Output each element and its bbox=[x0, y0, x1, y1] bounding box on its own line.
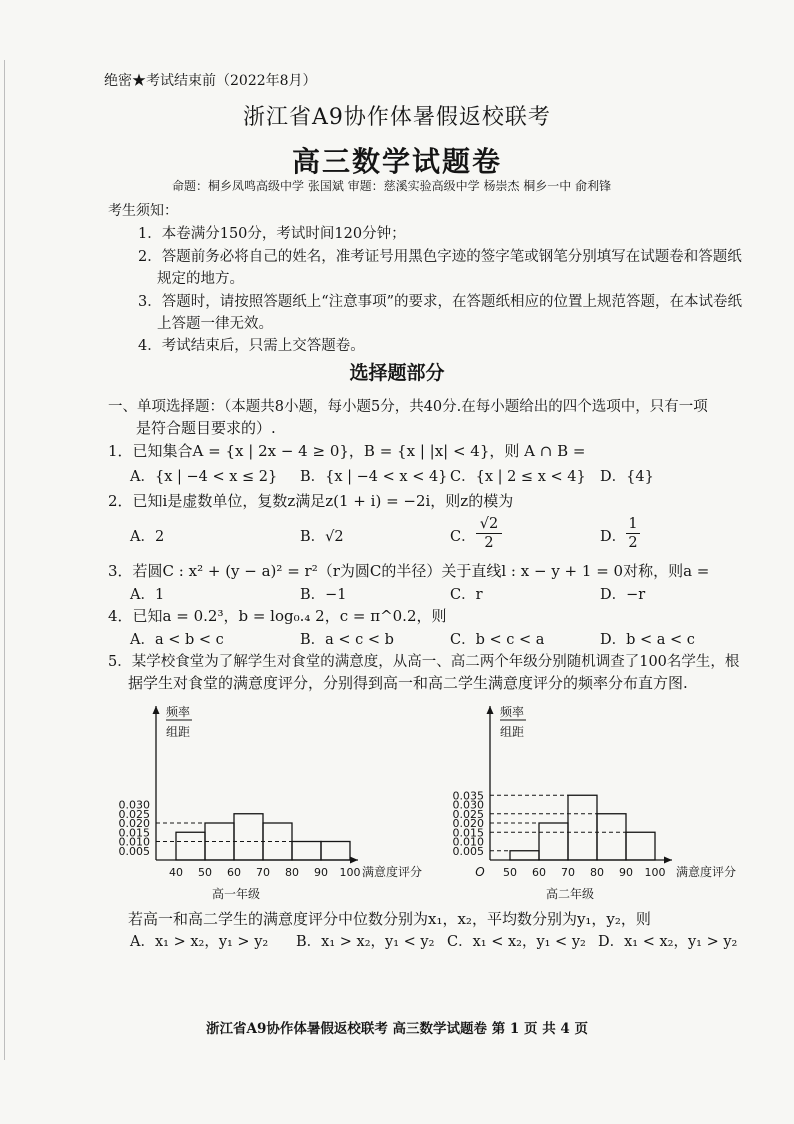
x-tick-label: 80 bbox=[285, 866, 299, 879]
fraction-numerator: 1 bbox=[626, 515, 640, 534]
question-1-stem: 1．已知集合A = {x | 2x − 4 ≥ 0}，B = {x | |x| < 4}，则 A ∩ B = bbox=[108, 442, 586, 460]
y-axis-label-bottom: 组距 bbox=[500, 725, 525, 739]
histogram-bar bbox=[321, 842, 350, 861]
fraction-denominator: 2 bbox=[628, 535, 638, 551]
question-5-stem: 5．某学校食堂为了解学生对食堂的满意度，从高一、高二两个年级分别随机调查了100名学生，根 bbox=[108, 654, 740, 670]
question-3-option-c: C．r bbox=[450, 587, 483, 603]
fraction-denominator: 2 bbox=[484, 535, 494, 551]
question-5-followup: 若高一和高二学生的满意度评分中位数分别为x₁，x₂，平均数分别为y₁，y₂，则 bbox=[128, 910, 651, 928]
histogram-bar bbox=[292, 842, 321, 861]
y-tick-label: 0.010 bbox=[452, 835, 484, 849]
y-tick-label: 0.005 bbox=[452, 844, 484, 858]
question-3-stem: 3．若圆C : x² + (y − a)² = r²（r为圆C的半径）关于直线l : x − y + 1 = 0对称，则a = bbox=[108, 562, 710, 580]
question-1-option-c: C．{x | 2 ≤ x < 4} bbox=[450, 469, 586, 485]
question-5-stem-cont: 据学生对食堂的满意度评分，分别得到高一和高二学生满意度评分的频率分布直方图. bbox=[128, 674, 688, 692]
y-tick-label: 0.020 bbox=[452, 817, 484, 830]
chart-title: 高一年级 bbox=[211, 887, 261, 901]
y-tick-label: 0.030 bbox=[452, 798, 484, 812]
origin-label: O bbox=[475, 865, 485, 879]
question-2-option-c-fraction bbox=[476, 515, 502, 552]
question-5-option-d: D．x₁ < x₂，y₁ > y₂ bbox=[598, 934, 738, 950]
histogram-bar bbox=[539, 823, 568, 860]
fraction-numerator: √2 bbox=[476, 515, 502, 534]
question-3-option-a: A．1 bbox=[130, 587, 165, 603]
y-tick-label: 0.010 bbox=[118, 835, 150, 849]
question-4-option-b: B．a < c < b bbox=[300, 632, 394, 648]
y-axis-label-bottom: 组距 bbox=[166, 725, 191, 739]
notice-item-4: 4．考试结束后，只需上交答题卷。 bbox=[138, 338, 365, 354]
y-tick-label: 0.030 bbox=[118, 798, 150, 812]
page-footer: 浙江省A9协作体暑假返校联考 高三数学试题卷 第 1 页 共 4 页 bbox=[205, 1021, 589, 1037]
question-3-option-b: B．−1 bbox=[300, 587, 347, 603]
histogram-bar bbox=[176, 832, 205, 860]
option-b-label: B． bbox=[300, 529, 326, 545]
x-tick-label: 70 bbox=[561, 866, 575, 879]
section-intro-cont: 是符合题目要求的）. bbox=[136, 419, 276, 437]
y-tick-label: 0.005 bbox=[118, 844, 150, 858]
x-tick-label: 80 bbox=[590, 866, 604, 879]
scan-edge bbox=[4, 60, 5, 1060]
notice-item-3: 3．答题时，请按照答题纸上“注意事项”的要求，在答题纸相应的位置上规范答题，在本试卷纸 bbox=[138, 294, 743, 310]
y-tick-label: 0.035 bbox=[452, 789, 484, 803]
question-2-option-b bbox=[300, 525, 344, 546]
question-2-option-d-label: D． bbox=[600, 529, 627, 545]
y-axis-label-top: 频率 bbox=[166, 705, 191, 719]
x-axis-arrow bbox=[664, 857, 672, 864]
y-axis-label-top: 频率 bbox=[500, 705, 525, 719]
histogram-bar bbox=[597, 814, 626, 860]
question-3-option-d: D．−r bbox=[600, 587, 646, 603]
x-tick-label: 60 bbox=[227, 866, 241, 879]
y-tick-label: 0.020 bbox=[118, 817, 150, 830]
x-tick-label: 100 bbox=[644, 866, 666, 879]
section-intro: 一、单项选择题：（本题共8小题，每小题5分，共40分.在每小题给出的四个选项中，只有一项 bbox=[108, 399, 708, 415]
question-5-option-c: C．x₁ < x₂，y₁ < y₂ bbox=[447, 934, 586, 950]
histogram-grade-10 bbox=[108, 700, 438, 910]
x-axis-label: 满意度评分 bbox=[676, 865, 737, 879]
x-tick-label: 70 bbox=[256, 866, 270, 879]
question-4-option-d: D．b < a < c bbox=[600, 632, 695, 648]
notice-title: 考生须知： bbox=[108, 203, 178, 219]
x-tick-label: 50 bbox=[503, 866, 517, 879]
x-tick-label: 50 bbox=[198, 866, 212, 879]
y-axis-arrow bbox=[153, 706, 160, 714]
x-axis-label: 满意度评分 bbox=[362, 865, 423, 879]
histogram-bar bbox=[568, 795, 597, 860]
chart-title: 高二年级 bbox=[545, 887, 595, 901]
section-title: 选择题部分 bbox=[349, 362, 445, 384]
histogram-grade-11 bbox=[440, 700, 760, 910]
question-2-option-a: A．2 bbox=[130, 529, 165, 545]
question-5-option-a: A．x₁ > x₂，y₁ > y₂ bbox=[130, 934, 269, 950]
notice-item-2-cont: 规定的地方。 bbox=[157, 271, 244, 287]
notice-item-2: 2．答题前务必将自己的姓名，准考证号用黑色字迹的签字笔或钢笔分别填写在试题卷和答题纸 bbox=[138, 249, 742, 265]
x-tick-label: 60 bbox=[532, 866, 546, 879]
question-5-option-b: B．x₁ > x₂，y₁ < y₂ bbox=[296, 934, 435, 950]
question-1-option-a: A．{x | −4 < x ≤ 2} bbox=[130, 469, 278, 485]
question-1-option-b: B．{x | −4 < x < 4} bbox=[300, 469, 448, 485]
x-tick-label: 100 bbox=[339, 866, 361, 879]
authors-line: 命题：桐乡凤鸣高级中学 张国斌 审题：慈溪实验高级中学 杨崇杰 桐乡一中 俞利锋 bbox=[172, 179, 612, 193]
histogram-bar bbox=[234, 814, 263, 860]
y-axis-arrow bbox=[487, 706, 494, 714]
notice-item-3-cont: 上答题一律无效。 bbox=[157, 316, 273, 332]
histogram-bar bbox=[626, 832, 655, 860]
question-4-option-a: A．a < b < c bbox=[130, 632, 224, 648]
question-2-stem: 2．已知i是虚数单位，复数z满足z(1 + i) = −2i，则z的模为 bbox=[108, 492, 514, 510]
question-4-option-c: C．b < c < a bbox=[450, 632, 545, 648]
question-2-option-c-label: C． bbox=[450, 529, 476, 545]
paper-title: 高三数学试题卷 bbox=[291, 145, 502, 178]
question-1-option-d: D．{4} bbox=[600, 469, 654, 485]
x-tick-label: 40 bbox=[169, 866, 183, 879]
question-2-option-d-fraction bbox=[626, 515, 640, 552]
x-tick-label: 90 bbox=[314, 866, 328, 879]
y-tick-label: 0.025 bbox=[118, 807, 150, 821]
x-tick-label: 90 bbox=[619, 866, 633, 879]
question-4-stem: 4．已知a = 0.2³，b = log₀.₄ 2，c = π^0.2，则 bbox=[108, 607, 447, 625]
confidential-note: 绝密★考试结束前（2022年8月） bbox=[104, 73, 317, 89]
y-tick-label: 0.015 bbox=[452, 826, 484, 840]
option-b-root: √2 bbox=[325, 529, 344, 545]
histogram-bar bbox=[510, 851, 539, 860]
notice-item-1: 1．本卷满分150分，考试时间120分钟； bbox=[138, 226, 406, 242]
x-axis-arrow bbox=[350, 857, 358, 864]
exam-title: 浙江省A9协作体暑假返校联考 bbox=[243, 105, 551, 130]
y-tick-label: 0.015 bbox=[118, 826, 150, 840]
y-tick-label: 0.025 bbox=[452, 807, 484, 821]
